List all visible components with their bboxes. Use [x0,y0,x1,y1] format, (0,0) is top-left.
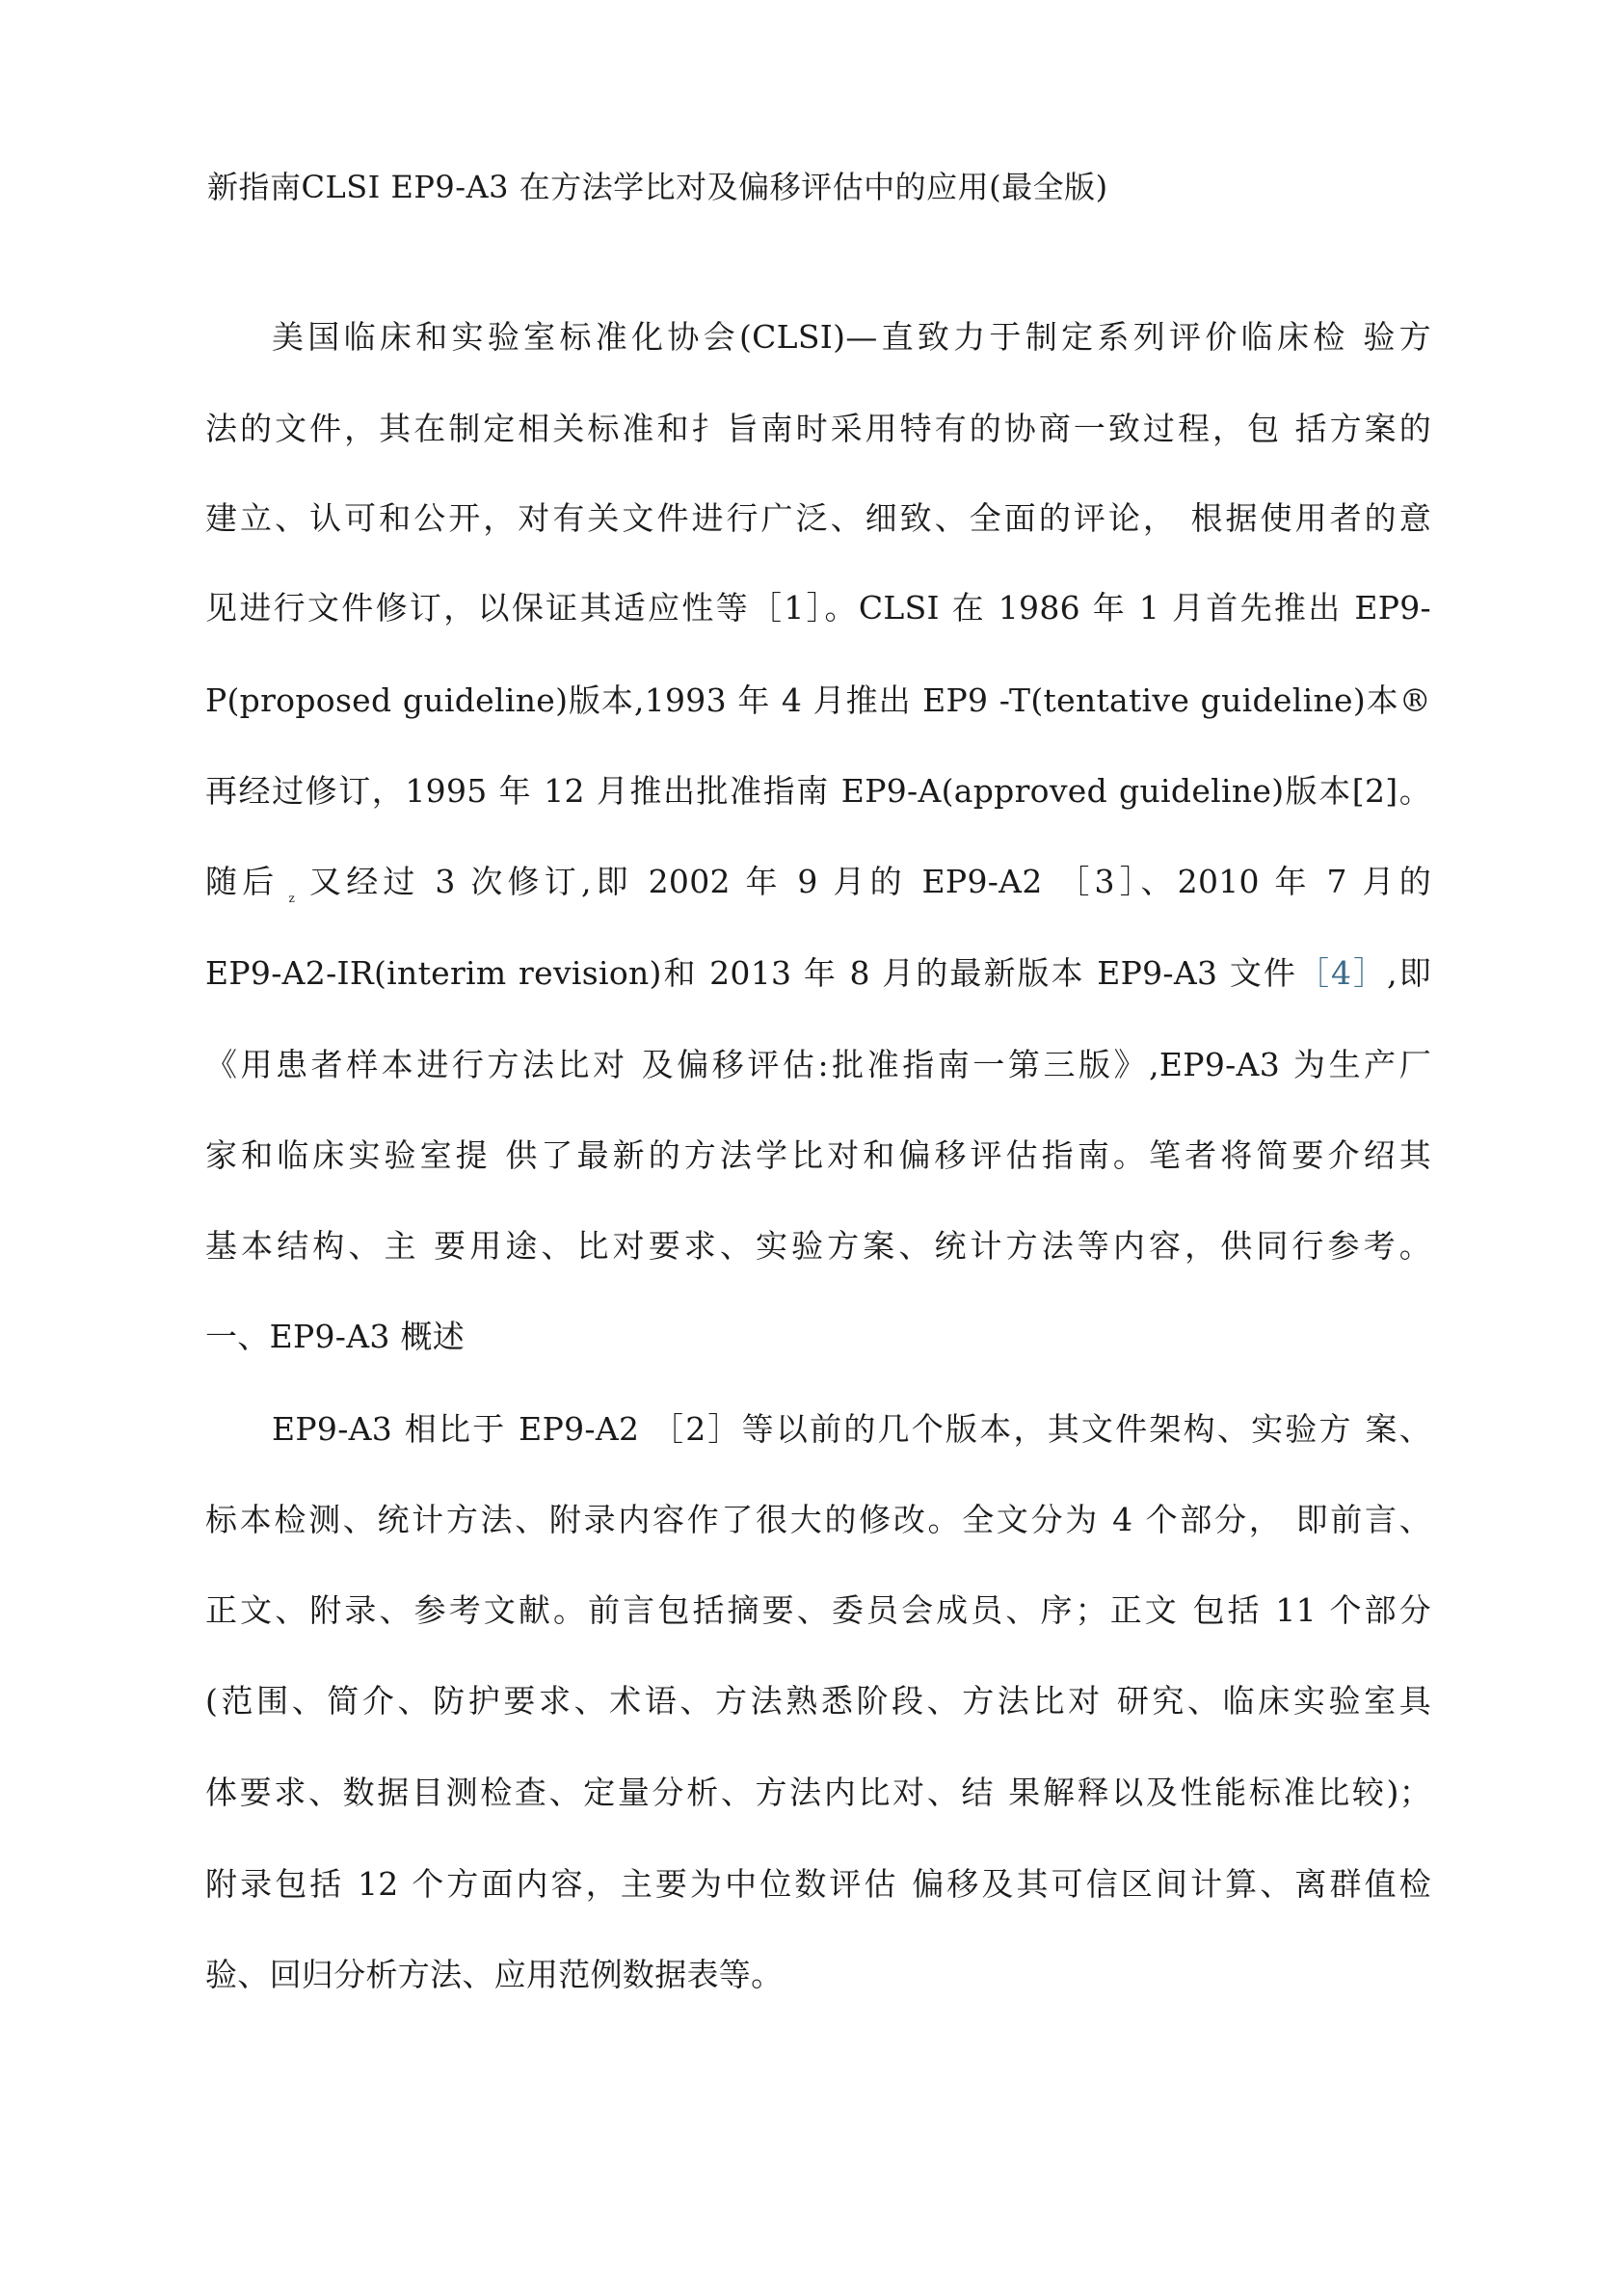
paragraph-line: 基本结构、主 要用途、比对要求、实验方案、统计方法等内容，供同行参考。 [205,1227,1431,1265]
paragraph-line: 《用患者样本进行方法比对 及偏移评估:批准指南一第三版》,EP9-A3 为生产厂 [205,1046,1431,1083]
paragraph-line-composite [205,949,1431,998]
paragraph-line: EP9-A3 相比于 EP9-A2 ［2］等以前的几个版本，其文件架构、实验方 案、 [272,1410,1431,1448]
paragraph-line: 法的文件，其在制定相关标准和扌旨南时采用特有的协商一致过程，包 括方案的 [205,410,1431,447]
section-heading: 一、EP9-A3 概述 [205,1318,466,1355]
paragraph-line: 美国临床和实验室标准化协会(CLSI)—直致力于制定系列评价临床检 验方 [272,318,1431,356]
reference-marker: ［4］ [1296,954,1388,992]
paragraph-text: EP9-A2-IR(interim revision)和 2013 年 8 月的最新版本 EP9-A3 文件 [205,954,1297,992]
stray-mark: z [288,892,296,905]
paragraph-text: 又经过 3 次修订,即 2002 年 9 月的 EP9-A2 ［3］、2010 年 7 月的 [305,863,1431,900]
paragraph-line-composite [205,858,1431,922]
paragraph-line: P(proposed guideline)版本,1993 年 4 月推出 EP9 -T(tentative guideline)本® [205,681,1431,719]
paragraph-line: 验、回归分析方法、应用范例数据表等。 [205,1956,784,1993]
paragraph-text: ,即 [1387,954,1431,992]
paragraph-line: 标本检测、统计方法、附录内容作了很大的修改。全文分为 4 个部分， 即前言、 [205,1501,1431,1538]
paragraph-line: 附录包括 12 个方面内容，主要为中位数评估 偏移及其可信区间计算、离群值检 [205,1865,1431,1903]
paragraph-line: 见进行文件修订，以保证其适应性等［1］。CLSI 在 1986 年 1 月首先推出 EP9- [205,589,1431,627]
paragraph-line: 家和临床实验室提 供了最新的方法学比对和偏移评估指南。笔者将简要介绍其 [205,1136,1431,1174]
paragraph-line: (范围、简介、防护要求、术语、方法熟悉阶段、方法比对 研究、临床实验室具 [205,1682,1431,1720]
paragraph-line: 体要求、数据目测检查、定量分析、方法内比对、结 果解释以及性能标准比较)； [205,1774,1431,1811]
paragraph-line: 再经过修订，1995 年 12 月推出批准指南 EP9-A(approved guideline)版本[2]。 [205,772,1431,810]
page-title: 新指南CLSI EP9-A3 在方法学比对及偏移评估中的应用(最全版) [207,169,1108,205]
paragraph-line: 正文、附录、参考文献。前言包括摘要、委员会成员、序；正文 包括 11 个部分 [205,1591,1431,1629]
paragraph-text: 随后 [205,863,280,900]
paragraph-line: 建立、认可和公开，对有关文件进行广泛、细致、全面的评论， 根据使用者的意 [205,499,1431,537]
